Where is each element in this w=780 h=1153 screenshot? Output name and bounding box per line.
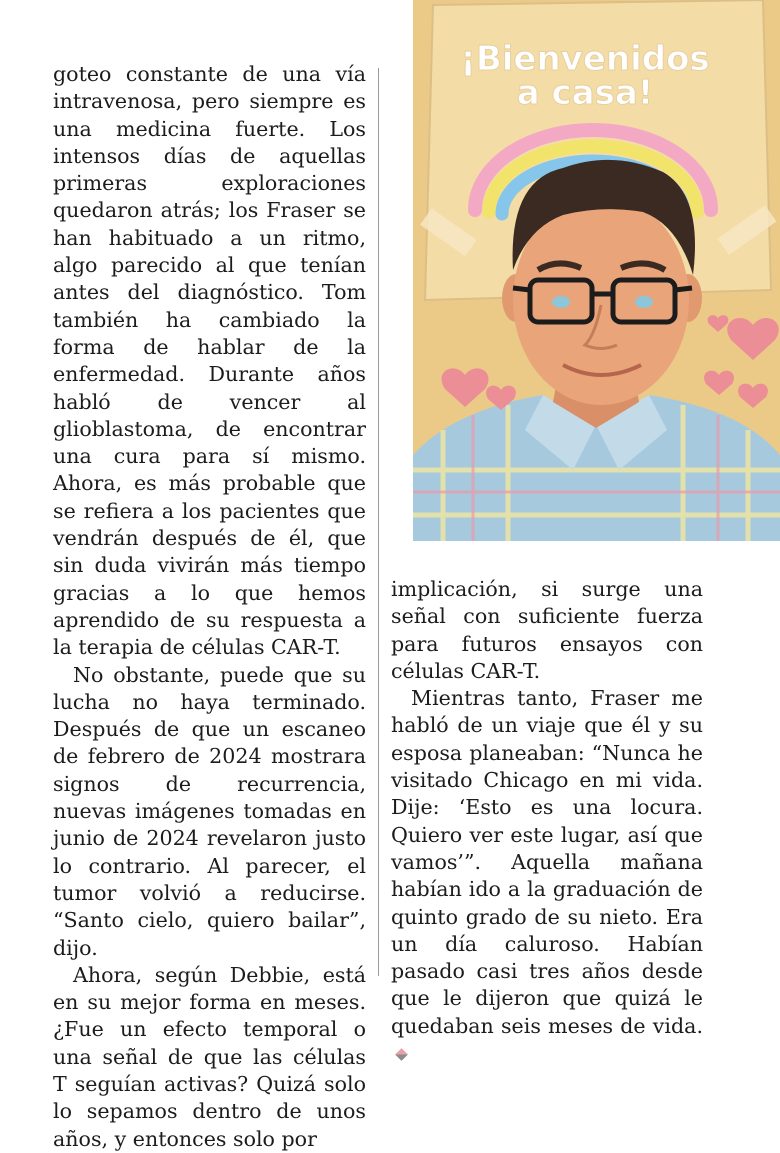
column-divider <box>378 68 379 976</box>
illustration-welcome-home <box>413 0 780 541</box>
article-column-right <box>391 576 703 1067</box>
paragraph: Ahora, según Debbie, está en su mejor forma en meses. ¿Fue un efecto temporal o una señal de que las células T seguían activas? Quizá solo lo sepamos dentro de unos años, y entonces solo por <box>53 962 366 1151</box>
sign-line-1: ¡Bienvenidos <box>460 39 710 79</box>
sign-line-2: a casa! <box>516 73 654 113</box>
end-of-article-icon <box>395 1048 408 1061</box>
eye-right <box>635 296 653 308</box>
paragraph: goteo constante de una vía intravenosa, pero siempre es una medicina fuerte. Los intensos días de aquellas primeras exploraciones quedaron atrás; los Fraser se han habituado a un ritmo, algo parecido al que tenían antes del diagnóstico. Tom también ha cambiado la forma de hablar de la enfermedad. Durante años habló de vencer al glioblastoma, de encontrar una cura para sí mismo. Ahora, es más probable que se refiera a los pacientes que vendrán después de él, que sin duda vivirán más tiempo gracias a lo que hemos aprendido de su respuesta a la terapia de células CAR-T. <box>53 62 366 660</box>
paragraph: implicación, si surge una señal con suficiente fuerza para futuros ensayos con células CAR-T. <box>391 577 703 683</box>
paragraph: Mientras tanto, Fraser me habló de un viaje que él y su esposa planeaban: “Nunca he visitado Chicago en mi vida. Dije: ‘Esto es una locura. Quiero ver este lugar, así que vamos’”. Aquella mañana habían ido a la graduación de quinto grado de su nieto. Era un día caluroso. Habían pasado casi tres años desde que le dijeron que quizá le quedaban seis meses de vida. <box>391 686 703 1038</box>
eye-left <box>552 296 570 308</box>
portrait-illustration <box>413 0 780 541</box>
paragraph: No obstante, puede que su lucha no haya terminado. Después de que un escaneo de febrero de 2024 mostrara signos de recurrencia, nuevas imágenes tomadas en junio de 2024 revelaron justo lo contrario. Al parecer, el tumor volvió a reducirse. “Santo cielo, quiero bailar”, dijo. <box>53 662 366 960</box>
article-column-left <box>53 61 366 1153</box>
